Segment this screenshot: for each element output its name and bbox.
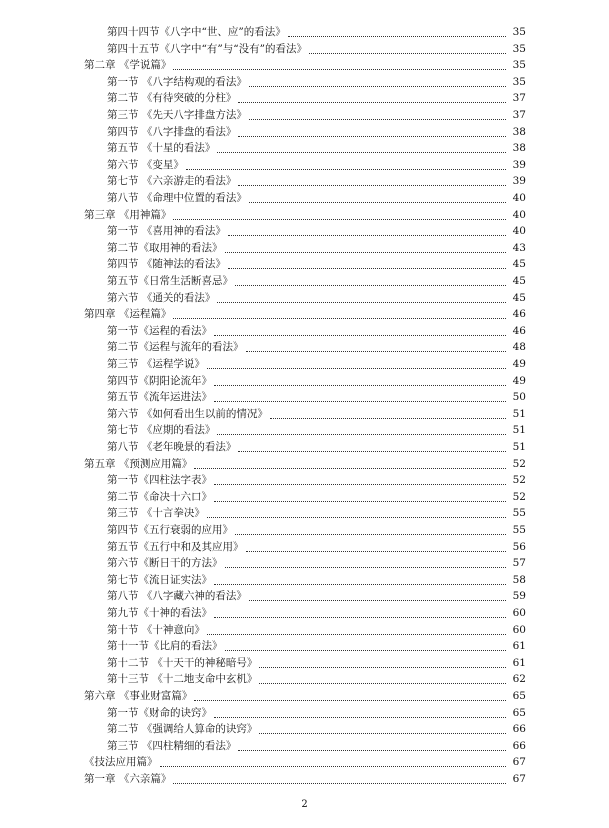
toc-entry-page: 62 <box>512 673 526 686</box>
toc-section-entry <box>107 638 526 654</box>
toc-entry-title: 第二节《运程与流年的看法》 <box>107 341 244 354</box>
toc-section-entry <box>107 157 526 173</box>
toc-entry-page: 45 <box>512 275 526 287</box>
toc-chapter-entry <box>84 771 526 787</box>
toc-entry-page: 49 <box>512 374 526 387</box>
dot-leader <box>173 68 506 70</box>
dot-leader <box>217 301 506 303</box>
toc-entry-title: 第一节 《八字结构观的看法》 <box>107 75 247 88</box>
toc-entry-title: 第五节《日常生活断喜忌》 <box>107 275 233 287</box>
toc-entry-title: 《技法应用篇》 <box>84 756 158 769</box>
toc-entry-title: 第十二节 《十天干的神秘暗号》 <box>107 656 258 669</box>
toc-chapter-entry <box>84 57 526 73</box>
toc-section-entry <box>107 588 526 604</box>
toc-entry-page: 46 <box>512 308 526 321</box>
toc-entry-title: 第六节 《变星》 <box>107 158 184 171</box>
toc-section-entry <box>107 190 526 206</box>
dot-leader <box>214 483 506 485</box>
toc-section-entry <box>107 489 526 505</box>
toc-section-entry <box>107 356 526 372</box>
toc-section-entry <box>107 439 526 455</box>
toc-entry-title: 第一节《运程的看法》 <box>107 324 212 337</box>
toc-chapter-entry <box>84 456 526 472</box>
dot-leader <box>249 118 506 120</box>
page-number: 2 <box>301 799 308 810</box>
toc-entry-page: 61 <box>512 656 526 669</box>
toc-entry-page: 52 <box>512 474 526 487</box>
dot-leader <box>217 151 506 153</box>
toc-section-entry <box>107 323 526 339</box>
dot-leader <box>246 550 507 552</box>
toc-entry-page: 40 <box>512 208 526 221</box>
toc-chapter-entry <box>84 306 526 322</box>
toc-entry-title: 第十节 《十神意向》 <box>107 623 205 636</box>
dot-leader <box>207 367 506 369</box>
toc-section-entry <box>107 124 526 140</box>
toc-section-entry <box>107 74 526 90</box>
dot-leader <box>225 251 507 253</box>
toc-entry-title: 第六节 《如何看出生以前的情况》 <box>107 407 268 420</box>
toc-section-entry <box>107 290 526 306</box>
toc-entry-page: 39 <box>512 175 526 188</box>
toc-entry-page: 55 <box>512 524 526 536</box>
dot-leader <box>225 649 507 651</box>
dot-leader <box>225 566 507 568</box>
toc-entry-page: 35 <box>512 42 526 55</box>
toc-entry-page: 37 <box>512 109 526 121</box>
toc-entry-page: 59 <box>512 590 526 603</box>
toc-entry-page: 65 <box>512 690 526 702</box>
toc-entry-page: 67 <box>512 773 526 785</box>
toc-entry-title: 第三节 《先天八字排盘方法》 <box>107 109 247 121</box>
dot-leader <box>259 732 506 734</box>
toc-entry-title: 第二节 《有待突破的分柱》 <box>107 92 237 105</box>
toc-section-entry <box>107 389 526 405</box>
toc-entry-title: 第五节《五行中和及其应用》 <box>107 540 244 553</box>
dot-leader <box>194 699 506 701</box>
dot-leader <box>288 35 506 37</box>
toc-entry-title: 第一节 《喜用神的看法》 <box>107 225 226 238</box>
dot-leader <box>173 317 506 319</box>
toc-section-entry <box>107 107 526 123</box>
dot-leader <box>259 682 506 684</box>
dot-leader <box>259 666 506 668</box>
dot-leader <box>160 765 507 767</box>
dot-leader <box>228 234 506 236</box>
dot-leader <box>246 350 507 352</box>
toc-chapter-entry <box>84 688 526 704</box>
toc-section-entry <box>107 721 526 737</box>
toc-entry-page: 67 <box>512 756 526 769</box>
toc-section-entry <box>107 339 526 355</box>
dot-leader <box>228 267 506 269</box>
toc-entry-page: 56 <box>512 540 526 553</box>
toc-entry-title: 第六节 《通关的看法》 <box>107 291 216 304</box>
toc-entry-title: 第八节 《命理中位置的看法》 <box>107 192 247 204</box>
toc-entry-page: 49 <box>512 358 526 370</box>
toc-section-entry <box>107 472 526 488</box>
toc-section-entry <box>107 406 526 422</box>
toc-section-entry <box>107 655 526 671</box>
toc-section-entry <box>107 605 526 621</box>
toc-entry-title: 第二节 《强调给人算命的诀窍》 <box>107 723 258 736</box>
dot-leader <box>238 101 506 103</box>
toc-entry-page: 52 <box>512 490 526 503</box>
toc-section-entry <box>107 422 526 438</box>
dot-leader <box>214 616 506 618</box>
toc-section-entry <box>107 41 526 57</box>
toc-section-entry <box>107 671 526 687</box>
dot-leader <box>173 782 506 784</box>
dot-leader <box>214 400 506 402</box>
toc-entry-page: 51 <box>512 424 526 437</box>
toc-entry-page: 43 <box>512 241 526 254</box>
toc-entry-page: 45 <box>512 291 526 304</box>
toc-part-entry <box>84 754 526 770</box>
dot-leader <box>186 168 506 170</box>
dot-leader <box>238 184 506 186</box>
toc-entry-page: 66 <box>512 723 526 736</box>
toc-entry-title: 第三节 《十言拳决》 <box>107 507 205 520</box>
toc-section-entry <box>107 140 526 156</box>
toc-entry-page: 66 <box>512 739 526 752</box>
toc-section-entry <box>107 505 526 521</box>
dot-leader <box>249 85 506 87</box>
toc-entry-title: 第六节《断日干的方法》 <box>107 557 223 570</box>
toc-entry-title: 第二节《取用神的看法》 <box>107 241 223 254</box>
toc-section-entry <box>107 622 526 638</box>
toc-section-entry <box>107 256 526 272</box>
dot-leader <box>309 52 506 54</box>
toc-entry-title: 第四节《五行衰弱的应用》 <box>107 524 233 536</box>
dot-leader <box>207 516 506 518</box>
toc-section-entry <box>107 539 526 555</box>
toc-entry-page: 39 <box>512 158 526 171</box>
toc-section-entry <box>107 705 526 721</box>
toc-entry-page: 40 <box>512 225 526 238</box>
toc-entry-title: 第一节《四柱法字表》 <box>107 474 212 487</box>
toc-entry-page: 61 <box>512 640 526 653</box>
toc-section-entry <box>107 373 526 389</box>
toc-entry-title: 第七节《流日证实法》 <box>107 573 212 586</box>
toc-entry-title: 第九节《十神的看法》 <box>107 607 212 619</box>
toc-entry-page: 46 <box>512 324 526 337</box>
toc-entry-title: 第三节 《运程学说》 <box>107 358 205 370</box>
dot-leader <box>235 533 506 535</box>
toc-entry-title: 第五章 《预测应用篇》 <box>84 457 193 470</box>
dot-leader <box>249 201 506 203</box>
toc-entry-page: 38 <box>512 125 526 138</box>
toc-section-entry <box>107 555 526 571</box>
toc-entry-title: 第二章 《学说篇》 <box>84 59 172 72</box>
toc-entry-page: 35 <box>512 59 526 72</box>
toc-section-entry <box>107 173 526 189</box>
dot-leader <box>270 417 506 419</box>
toc-section-entry <box>107 24 526 40</box>
toc-entry-title: 第八节 《八字藏六神的看法》 <box>107 590 247 603</box>
dot-leader <box>173 218 506 220</box>
toc-section-entry <box>107 90 526 106</box>
dot-leader <box>238 749 506 751</box>
toc-section-entry <box>107 572 526 588</box>
toc-entry-title: 第六章 《事业财富篇》 <box>84 690 193 702</box>
toc-entry-title: 第十三节 《十二地支命中玄机》 <box>107 673 258 686</box>
toc-entry-title: 第十一节《比肩的看法》 <box>107 640 223 653</box>
toc-entry-page: 45 <box>512 258 526 271</box>
toc-entry-title: 第五节 《十星的看法》 <box>107 142 216 155</box>
dot-leader <box>238 135 506 137</box>
toc-section-entry <box>107 273 526 289</box>
toc-entry-page: 50 <box>512 391 526 404</box>
dot-leader <box>214 500 506 502</box>
toc-entry-page: 51 <box>512 441 526 453</box>
toc-section-entry <box>107 522 526 538</box>
toc-entry-title: 第一章 《六亲篇》 <box>84 773 172 785</box>
toc-entry-title: 第七节 《六亲游走的看法》 <box>107 175 237 188</box>
dot-leader <box>214 716 506 718</box>
toc-section-entry <box>107 223 526 239</box>
toc-entry-title: 第二节《命决十六口》 <box>107 490 212 503</box>
toc-section-entry <box>107 240 526 256</box>
toc-chapter-entry <box>84 207 526 223</box>
toc-entry-page: 38 <box>512 142 526 155</box>
toc-entry-page: 35 <box>512 75 526 88</box>
toc-entry-title: 第四十五节《八字中“有”与“没有”的看法》 <box>107 42 307 55</box>
toc-section-entry <box>107 738 526 754</box>
toc-entry-title: 第四章 《运程篇》 <box>84 308 172 321</box>
toc-entry-page: 37 <box>512 92 526 105</box>
toc-entry-page: 48 <box>512 341 526 354</box>
dot-leader <box>194 467 506 469</box>
toc-entry-page: 60 <box>512 607 526 619</box>
dot-leader <box>214 583 506 585</box>
toc-entry-title: 第三章 《用神篇》 <box>84 208 172 221</box>
toc-entry-page: 51 <box>512 407 526 420</box>
toc-entry-page: 52 <box>512 457 526 470</box>
toc-entry-page: 40 <box>512 192 526 204</box>
toc-entry-title: 第一节《财命的诀窍》 <box>107 706 212 719</box>
dot-leader <box>214 334 506 336</box>
toc-entry-title: 第七节 《应期的看法》 <box>107 424 216 437</box>
toc-entry-page: 57 <box>512 557 526 570</box>
toc-entry-page: 65 <box>512 706 526 719</box>
toc-entry-title: 第四节《阴阳论流年》 <box>107 374 212 387</box>
toc-entry-title: 第四节 《随神法的看法》 <box>107 258 226 271</box>
toc-entry-page: 60 <box>512 623 526 636</box>
toc-entry-page: 58 <box>512 573 526 586</box>
toc-entry-page: 35 <box>512 26 526 38</box>
toc-entry-title: 第五节《流年运进法》 <box>107 391 212 404</box>
toc-entry-title: 第三节 《四柱精细的看法》 <box>107 739 237 752</box>
dot-leader <box>217 433 506 435</box>
toc-entry-title: 第四节 《八字排盘的看法》 <box>107 125 237 138</box>
dot-leader <box>238 450 506 452</box>
toc-entry-page: 55 <box>512 507 526 520</box>
dot-leader <box>235 284 506 286</box>
dot-leader <box>207 633 506 635</box>
dot-leader <box>214 384 506 386</box>
dot-leader <box>249 599 506 601</box>
toc-entry-title: 第八节 《老年晚景的看法》 <box>107 441 237 453</box>
toc-entry-title: 第四十四节《八字中“世、应”的看法》 <box>107 26 286 38</box>
